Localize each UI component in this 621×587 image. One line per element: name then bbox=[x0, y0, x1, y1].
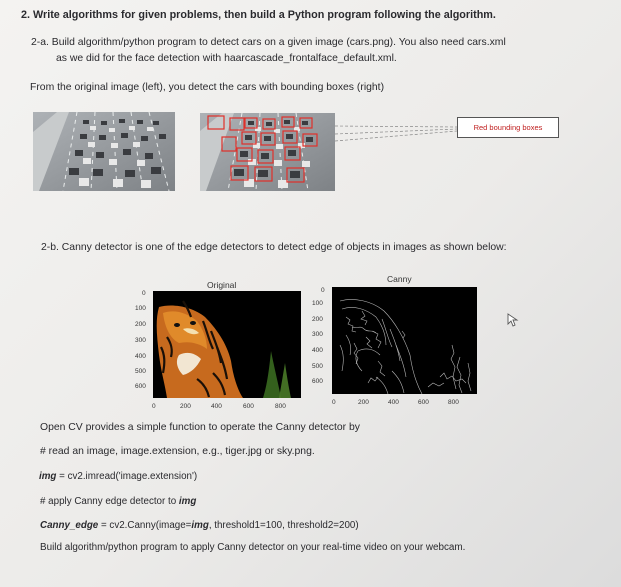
imread-call: = cv2.imread('image.extension') bbox=[56, 471, 198, 482]
plot-left-ytick-4: 400 bbox=[135, 353, 146, 360]
plot-left-ytick-1: 100 bbox=[135, 305, 146, 312]
plot-left-ytick-2: 200 bbox=[135, 321, 146, 328]
plot-right-xtick-3: 600 bbox=[418, 399, 429, 406]
plot-right-ytick-5: 500 bbox=[312, 363, 323, 370]
plot-left-xtick-0: 0 bbox=[152, 403, 156, 410]
plot-right-ytick-0: 0 bbox=[321, 287, 325, 294]
plot-right-xtick-0: 0 bbox=[332, 399, 336, 406]
plot-left-title: Original bbox=[207, 280, 237, 290]
plot-left-ytick-3: 300 bbox=[135, 337, 146, 344]
question-heading: 2. Write algorithms for given problems, then build a Python program following the algorithm. bbox=[21, 9, 496, 21]
part-a-caption: From the original image (left), you detect the cars with bounding boxes (right) bbox=[30, 82, 385, 93]
var-canny-edge: Canny_edge bbox=[40, 520, 99, 531]
part-a-line1: 2-a. Build algorithm/python program to detect cars on a given image (cars.png). You also need cars.xml bbox=[31, 37, 506, 48]
plot-right-xtick-2: 400 bbox=[388, 399, 399, 406]
callout-leader-lines bbox=[335, 117, 460, 147]
canny-call-a: = cv2.Canny(image= bbox=[98, 520, 192, 531]
cars-original-image bbox=[33, 112, 175, 191]
plot-right-ytick-1: 100 bbox=[312, 300, 323, 307]
plot-left-xtick-1: 200 bbox=[180, 403, 191, 410]
body-line-apply-comment bbox=[40, 496, 196, 507]
canny-call-c: , threshold1=100, threshold2=200) bbox=[208, 520, 359, 531]
plot-right-ytick-6: 600 bbox=[312, 378, 323, 385]
plot-left-ytick-0: 0 bbox=[142, 290, 146, 297]
part-a-line2: as we did for the face detection with haarcascade_frontalface_default.xml. bbox=[56, 53, 397, 64]
cars-detected-image bbox=[200, 113, 335, 191]
plot-left-xtick-4: 800 bbox=[275, 403, 286, 410]
body-line-webcam: Build algorithm/python program to apply Canny detector on your real-time video on your webcam. bbox=[40, 542, 466, 553]
part-b-intro: 2-b. Canny detector is one of the edge detectors to detect edge of objects in images as shown below: bbox=[41, 242, 507, 253]
plot-right-ytick-2: 200 bbox=[312, 316, 323, 323]
var-img-3: img bbox=[191, 520, 209, 531]
plot-left-xtick-3: 600 bbox=[243, 403, 254, 410]
var-img-2: img bbox=[178, 496, 197, 507]
body-line-opencv: Open CV provides a simple function to operate the Canny detector by bbox=[40, 422, 360, 433]
plot-right-ytick-4: 400 bbox=[312, 347, 323, 354]
body-line-canny-call bbox=[40, 520, 359, 531]
mouse-cursor-icon bbox=[507, 313, 519, 327]
var-img: img bbox=[39, 471, 57, 482]
plot-right-ytick-3: 300 bbox=[312, 331, 323, 338]
apply-comment-text: # apply Canny edge detector to bbox=[40, 496, 179, 507]
plot-right-title: Canny bbox=[387, 274, 412, 284]
tiger-original-image bbox=[153, 291, 301, 398]
bounding-box-callout: Red bounding boxes bbox=[457, 117, 559, 138]
body-line-imread bbox=[39, 471, 197, 482]
plot-right-xtick-4: 800 bbox=[448, 399, 459, 406]
body-line-read-comment: # read an image, image.extension, e.g., tiger.jpg or sky.png. bbox=[40, 446, 315, 457]
plot-left-ytick-5: 500 bbox=[135, 368, 146, 375]
plot-left-ytick-6: 600 bbox=[135, 383, 146, 390]
tiger-canny-image bbox=[332, 287, 477, 394]
plot-left-xtick-2: 400 bbox=[211, 403, 222, 410]
plot-right-xtick-1: 200 bbox=[358, 399, 369, 406]
